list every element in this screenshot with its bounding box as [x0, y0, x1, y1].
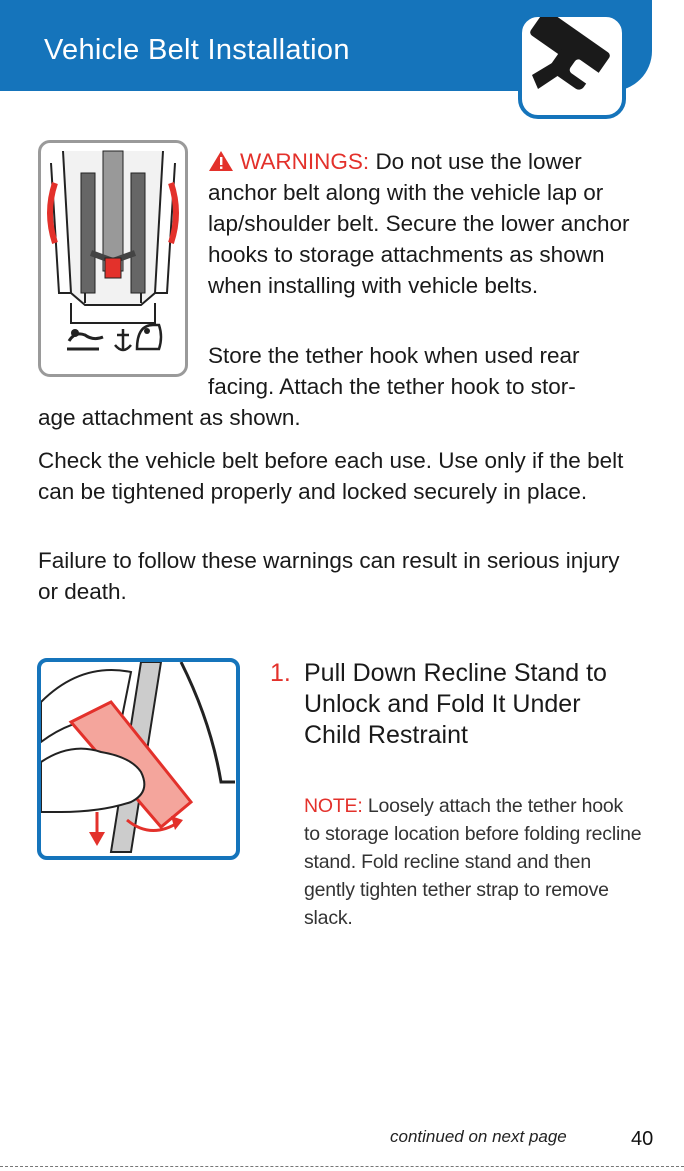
continued-label: continued on next page	[390, 1127, 567, 1146]
seat-belt-icon	[518, 13, 626, 119]
check-belt-paragraph: Check the vehicle belt before each use. Use only if the belt can be tightened properly and locked securely in place.	[38, 448, 624, 504]
step-number: 1.	[270, 659, 291, 687]
note-label: NOTE:	[304, 795, 363, 817]
step-note	[304, 792, 644, 932]
warning-text: Do not use the lower anchor belt along with the vehicle lap or lap/shoulder belt. Secure the lower anchor hooks to storage attachments as shown when installing with vehicle belts.	[208, 149, 630, 298]
tether-paragraph-line2: age attachment as shown.	[38, 405, 301, 430]
anchor-forward-facing-icon	[115, 325, 161, 350]
warning-triangle-icon	[208, 150, 234, 172]
page-number: 40	[631, 1128, 654, 1150]
recline-stand-figure	[37, 658, 240, 860]
tether-paragraph-line1: Store the tether hook when used rear facing. Attach the tether hook to stor-	[208, 343, 580, 399]
rear-facing-infant-icon	[67, 329, 103, 349]
failure-paragraph: Failure to follow these warnings can result in serious injury or death.	[38, 548, 620, 604]
page-title: Vehicle Belt Installation	[44, 34, 350, 66]
step-title: Pull Down Recline Stand to Unlock and Fold It Under Child Restraint	[304, 659, 607, 749]
footer-divider	[0, 1166, 684, 1167]
warning-paragraph	[208, 146, 638, 301]
warning-label: WARNINGS:	[208, 149, 369, 174]
car-seat-storage-figure	[38, 140, 188, 377]
note-text: Loosely attach the tether hook to storage location before folding recline stand. Fold recline stand and then gently tighten tether strap to remove slack.	[304, 795, 642, 929]
